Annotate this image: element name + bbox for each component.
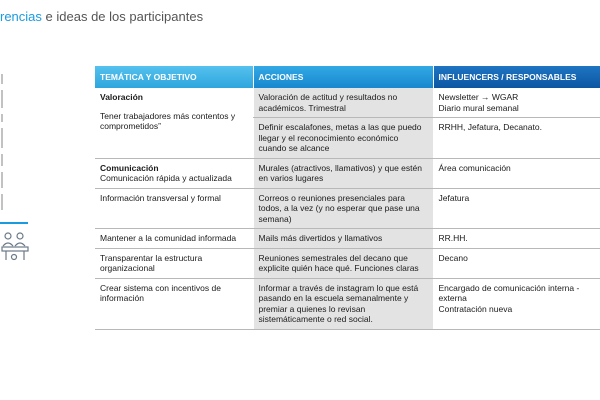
- resp-cell: [433, 88, 600, 118]
- tema-cell: [95, 158, 253, 188]
- resp-cell: Área comunicación: [433, 158, 600, 188]
- tema-text: Comunicación rápida y actualizada: [100, 173, 232, 183]
- tema-cell: Información transversal y formal: [95, 188, 253, 229]
- accion-cell: Murales (atractivos, llamativos) y que estén en varios lugares: [253, 158, 433, 188]
- column-header-acciones: ACCIONES: [253, 66, 433, 88]
- resp-text: Encargado de comunicación interna - externa: [438, 282, 580, 303]
- tema-cell: [95, 88, 253, 158]
- resp-text-2: Contratación nueva: [438, 303, 513, 314]
- side-accent-rule: [0, 222, 28, 224]
- resp-cell: [433, 278, 600, 329]
- team-meeting-icon: [0, 230, 34, 264]
- accion-cell: Mails más divertidos y llamativos: [253, 229, 433, 249]
- table-row: [95, 278, 600, 329]
- side-vertical-label-icon: [0, 70, 10, 220]
- column-header-responsables: INFLUENCERS / RESPONSABLES: [433, 66, 600, 88]
- ideas-table: [95, 66, 600, 330]
- resp-cell: RR.HH.: [433, 229, 600, 249]
- table-row: [95, 229, 600, 249]
- resp-cell: Jefatura: [433, 188, 600, 229]
- resp-text-2: Diario mural semanal: [438, 102, 519, 113]
- accion-cell: Informar a través de instagram lo que está pasando en la escuela semanalmente y premiar a quienes lo revisan sistemáticamente o red social.: [253, 278, 433, 329]
- page-title-rest: e ideas de los participantes: [41, 9, 204, 24]
- tema-text: Tener trabajadores más contentos y comprometidos”: [100, 110, 236, 131]
- table-header-row: [95, 66, 600, 88]
- tema-cell: Mantener a la comunidad informada: [95, 229, 253, 249]
- page-title: [0, 9, 203, 24]
- resp-cell: RRHH, Jefatura, Decanato.: [433, 118, 600, 159]
- table-row: [95, 248, 600, 278]
- tema-title: Valoración: [100, 92, 143, 102]
- table-row: [95, 188, 600, 229]
- accion-cell: Reuniones semestrales del decano que explicite quién hace qué. Funciones claras: [253, 248, 433, 278]
- resp-text: Newsletter → WGAR: [438, 92, 519, 102]
- page-title-accent: rencias: [0, 9, 42, 24]
- accion-cell: Definir escalafones, metas a las que puedo llegar y el reconocimiento económico cuando se alcance: [253, 118, 433, 159]
- tema-title: Comunicación: [100, 162, 159, 173]
- column-header-tematica: TEMÁTICA Y OBJETIVO: [95, 66, 253, 88]
- resp-cell: Decano: [433, 248, 600, 278]
- accion-cell: Correos o reuniones presenciales para todos, a la vez (y no esperar que pase una semana): [253, 188, 433, 229]
- accion-cell: Valoración de actitud y resultados no académicos. Trimestral: [253, 88, 433, 118]
- table-row: [95, 158, 600, 188]
- tema-cell: Transparentar la estructura organizacional: [95, 248, 253, 278]
- table-row: [95, 88, 600, 118]
- tema-cell: Crear sistema con incentivos de información: [95, 278, 253, 329]
